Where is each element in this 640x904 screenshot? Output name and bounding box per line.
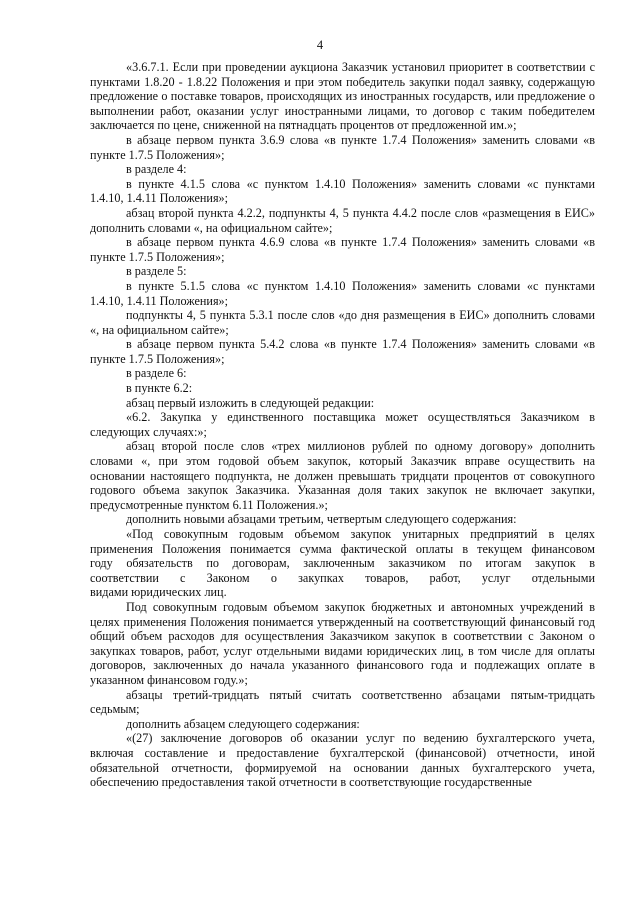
paragraph: абзац второй после слов «трех миллионов рублей по одному договору» дополнить словами «, при этом годовой объем закупок, который Заказчик вправе осуществить на основании настоящего подпункта, не должен превышать тридцати процентов от совокупного годового объема закупок Заказчика. Указанная доля таких закупок не включает закупки, предусмотренные пунктом 6.11 Положения.»;	[90, 439, 595, 512]
paragraph: «6.2. Закупка у единственного поставщика может осуществляться Заказчиком в следующих случаях:»;	[90, 410, 595, 439]
paragraph: в разделе 6:	[126, 366, 187, 381]
paragraph: Под совокупным годовым объемом закупок бюджетных и автономных учреждений в целях применения Положения понимается утвержденный на соответствующий финансовый год общий объем расходов для осуществления Заказчиком закупок в соответствии с Законом о закупках товаров, работ, услуг отдельными видами юридических лиц, в том числе для оплаты договоров, заключенных до начала указанного финансового года и подлежащих оплате в указанном финансовом году.»;	[90, 599, 595, 687]
paragraph: в пункте 6.2:	[126, 381, 193, 396]
paragraph: «3.6.7.1. Если при проведении аукциона Заказчик установил приоритет в соответствии с пунктами 1.8.20 - 1.8.22 Положения и при этом победитель закупки подал заявку, содержащую предложение о поставке товаров, происходящих из иностранных государств, или предложение о выполнении работ, оказании услуг иностранными лицами, то договор с таким победителем заключается по цене, сниженной на пятнадцать процентов от предложенной им.»;	[90, 60, 595, 133]
paragraph: дополнить абзацем следующего содержания:	[126, 716, 360, 731]
paragraph: в пункте 5.1.5 слова «с пунктом 1.4.10 Положения» заменить словами «с пунктами 1.4.10, 1.4.11 Положения»;	[90, 278, 595, 308]
paragraph: в абзаце первом пункта 5.4.2 слова «в пункте 1.7.4 Положения» заменить словами «в пункте 1.7.5 Положения»;	[90, 337, 595, 366]
paragraph: в разделе 4:	[126, 162, 187, 177]
paragraph: в разделе 5:	[126, 264, 187, 279]
paragraph: «(27) заключение договоров об оказании услуг по ведению бухгалтерского учета, включая составление и предоставление бухгалтерской (финансовой) отчетности, иной обязательной отчетности, формируемой на основании данных бухгалтерского учета, обеспечению предоставления такой отчетности в соответствующие государственные	[90, 731, 595, 790]
paragraph: абзацы третий-тридцать пятый считать соответственно абзацами пятым-тридцать седьмым;	[90, 687, 595, 717]
paragraph: в пункте 4.1.5 слова «с пунктом 1.4.10 Положения» заменить словами «с пунктами 1.4.10, 1.4.11 Положения»;	[90, 176, 595, 206]
paragraph: в абзаце первом пункта 3.6.9 слова «в пункте 1.7.4 Положения» заменить словами «в пункте 1.7.5 Положения»;	[90, 132, 595, 162]
paragraph: в абзаце первом пункта 4.6.9 слова «в пункте 1.7.4 Положения» заменить словами «в пункте 1.7.5 Положения»;	[90, 235, 595, 264]
paragraph: «Под совокупным годовым объемом закупок унитарных предприятий в целях применения Положения понимается сумма фактической оплаты в текущем финансовом году обязательств по договорам, заключенным заказчиком по итогам закупок в соответствии с Законом о закупках товаров, работ, услуг отдельными видами юридических лиц.	[90, 527, 595, 600]
page-number: 4	[316, 38, 324, 52]
paragraph: абзац первый изложить в следующей редакции:	[126, 395, 375, 410]
document-body	[90, 60, 595, 790]
paragraph: дополнить новыми абзацами третьим, четвертым следующего содержания:	[126, 512, 517, 527]
paragraph: подпункты 4, 5 пункта 5.3.1 после слов «до дня размещения в ЕИС» дополнить словами «, на официальном сайте»;	[90, 308, 595, 337]
paragraph: абзац второй пункта 4.2.2, подпункты 4, 5 пункта 4.4.2 после слов «размещения в ЕИС» дополнить словами «, на официальном сайте»;	[90, 205, 595, 235]
